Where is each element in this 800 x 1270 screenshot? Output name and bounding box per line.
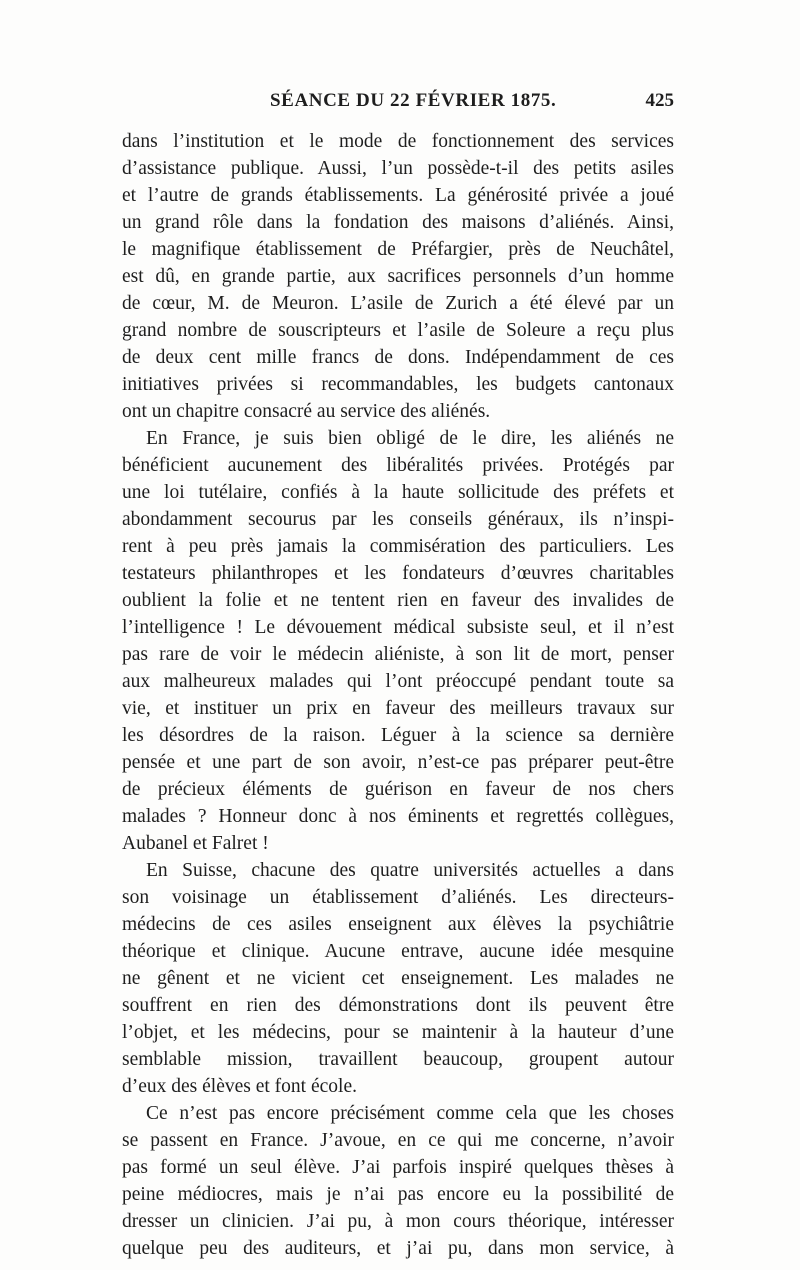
text-line: souffrent en rien des démonstrations dont ils peuvent être bbox=[122, 995, 674, 1016]
text-line: Ce n’est pas encore précisément comme cela que les choses bbox=[146, 1103, 674, 1124]
text-line: le magnifique établissement de Préfargier, près de Neuchâtel, bbox=[122, 239, 674, 260]
text-line: d’eux des élèves et font école. bbox=[122, 1076, 357, 1097]
text-line: un grand rôle dans la fondation des maisons d’aliénés. Ainsi, bbox=[122, 212, 674, 233]
text-line: une loi tutélaire, confiés à la haute sollicitude des préfets et bbox=[122, 482, 674, 503]
body-text bbox=[122, 128, 674, 1262]
text-line: initiatives privées si recommandables, les budgets cantonaux bbox=[122, 374, 674, 395]
text-line: d’assistance publique. Aussi, l’un possède-t-il des petits asiles bbox=[122, 158, 674, 179]
text-line: En Suisse, chacune des quatre universités actuelles a dans bbox=[146, 860, 674, 881]
text-line: aux malheureux malades qui l’ont préoccupé pendant toute sa bbox=[122, 671, 674, 692]
text-line: testateurs philanthropes et les fondateurs d’œuvres charitables bbox=[122, 563, 674, 584]
text-line: Aubanel et Falret ! bbox=[122, 833, 269, 854]
text-line: grand nombre de souscripteurs et l’asile de Soleure a reçu plus bbox=[122, 320, 674, 341]
text-line: de cœur, M. de Meuron. L’asile de Zurich a été élevé par un bbox=[122, 293, 674, 314]
text-line: l’objet, et les médecins, pour se maintenir à la hauteur d’une bbox=[122, 1022, 674, 1043]
text-line: semblable mission, travaillent beaucoup, groupent autour bbox=[122, 1049, 674, 1070]
text-line: vie, et instituer un prix en faveur des meilleurs travaux sur bbox=[122, 698, 674, 719]
text-line: théorique et clinique. Aucune entrave, aucune idée mesquine bbox=[122, 941, 674, 962]
text-line: les désordres de la raison. Léguer à la science sa dernière bbox=[122, 725, 674, 746]
text-line: oublient la folie et ne tentent rien en faveur des invalides de bbox=[122, 590, 674, 611]
text-line: de précieux éléments de guérison en faveur de nos chers bbox=[122, 779, 674, 800]
text-line: de deux cent mille francs de dons. Indépendamment de ces bbox=[122, 347, 674, 368]
page-number: 425 bbox=[645, 90, 674, 111]
text-line: dans l’institution et le mode de fonctionnement des services bbox=[122, 131, 674, 152]
text-line: En France, je suis bien obligé de le dire, les aliénés ne bbox=[146, 428, 674, 449]
text-line: bénéficient aucunement des libéralités privées. Protégés par bbox=[122, 455, 674, 476]
text-line: pas formé un seul élève. J’ai parfois inspiré quelques thèses à bbox=[122, 1157, 674, 1178]
running-title: SÉANCE DU 22 FÉVRIER 1875. bbox=[270, 90, 557, 111]
text-line: ne gênent et ne vicient cet enseignement. Les malades ne bbox=[122, 968, 674, 989]
text-line: peine médiocres, mais je n’ai pas encore eu la possibilité de bbox=[122, 1184, 674, 1205]
text-line: l’intelligence ! Le dévouement médical subsiste seul, et il n’est bbox=[122, 617, 674, 638]
running-header bbox=[122, 90, 674, 116]
text-line: ont un chapitre consacré au service des aliénés. bbox=[122, 401, 491, 422]
text-line: pas rare de voir le médecin aliéniste, à son lit de mort, penser bbox=[122, 644, 674, 665]
text-line: médecins de ces asiles enseignent aux élèves la psychiâtrie bbox=[122, 914, 674, 935]
text-line: abondamment secourus par les conseils généraux, ils n’inspi- bbox=[122, 509, 674, 530]
text-line: rent à peu près jamais la commisération des particuliers. Les bbox=[122, 536, 674, 557]
text-line: quelque peu des auditeurs, et j’ai pu, dans mon service, à bbox=[122, 1238, 674, 1259]
text-line: pensée et une part de son avoir, n’est-ce pas préparer peut-être bbox=[122, 752, 674, 773]
text-line: est dû, en grande partie, aux sacrifices personnels d’un homme bbox=[122, 266, 674, 287]
text-line: dresser un clinicien. J’ai pu, à mon cours théorique, intéresser bbox=[122, 1211, 674, 1232]
text-line: son voisinage un établissement d’aliénés. Les directeurs- bbox=[122, 887, 674, 908]
text-line: et l’autre de grands établissements. La générosité privée a joué bbox=[122, 185, 674, 206]
text-line: se passent en France. J’avoue, en ce qui me concerne, n’avoir bbox=[122, 1130, 674, 1151]
text-line: malades ? Honneur donc à nos éminents et regrettés collègues, bbox=[122, 806, 674, 827]
